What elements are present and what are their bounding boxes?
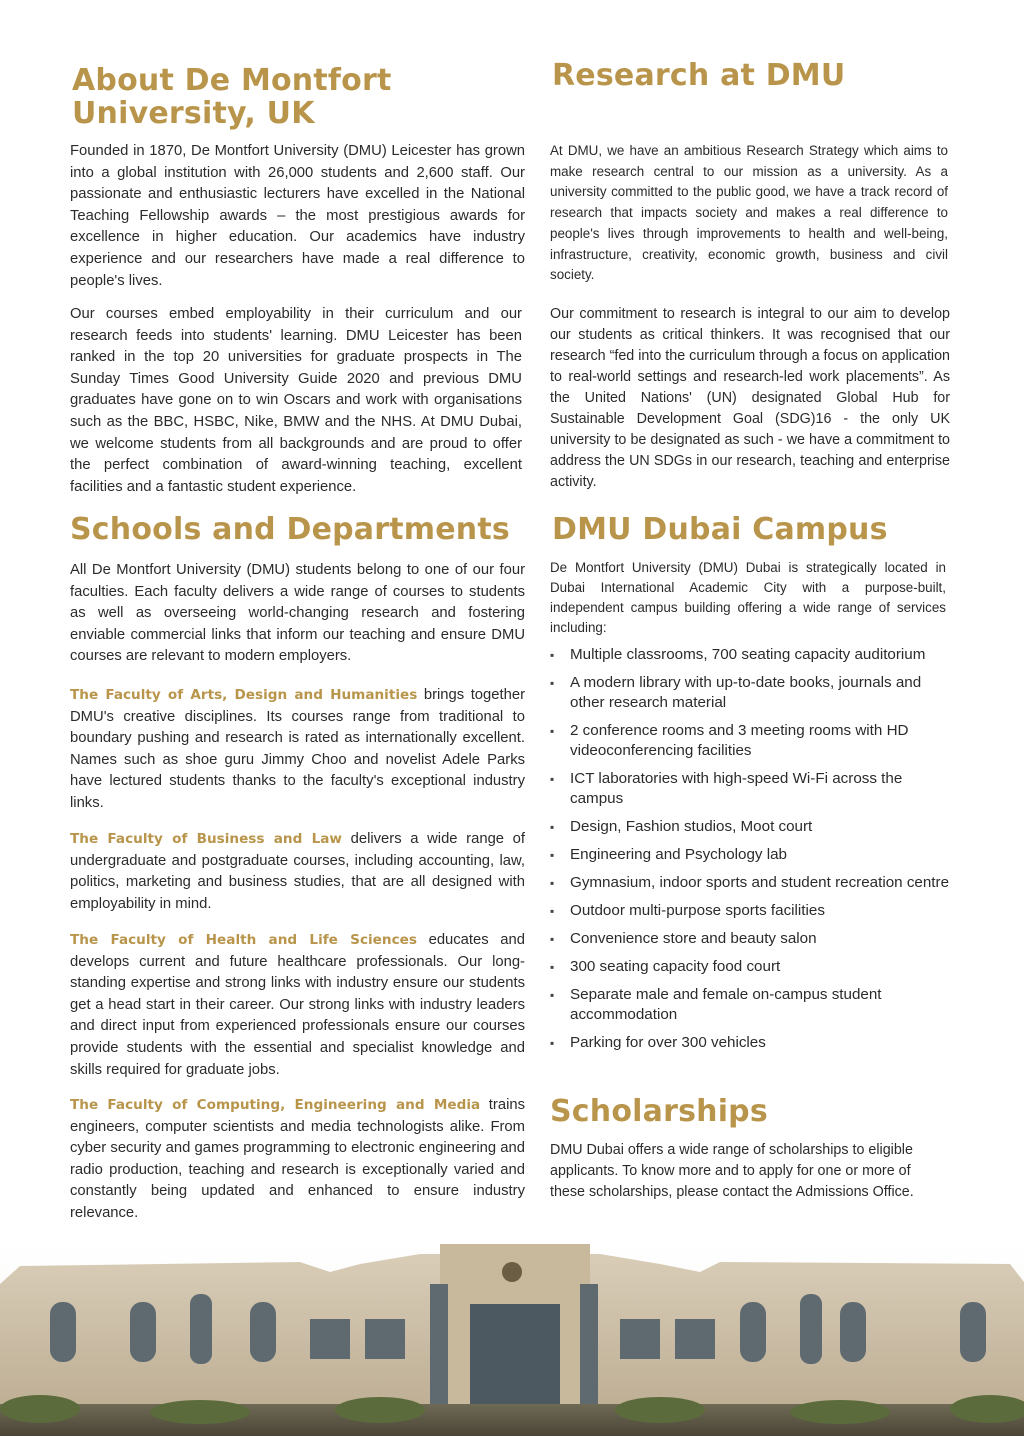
research-title: Research at DMU bbox=[552, 58, 846, 93]
faculty-health-text: educates and develops current and future healthcare professionals. Our long-standing expertise and strong links with industry ensure our students get a head start in their career. Our strong links with industry leaders and direct input from experienced professionals ensure our courses provide students with the essential and specialist knowledge and skills required for graduate jobs. bbox=[70, 932, 525, 1078]
list-item: ▪ Design, Fashion studios, Moot court bbox=[550, 817, 950, 837]
list-item: ▪ A modern library with up-to-date books, journals and other research material bbox=[550, 673, 950, 713]
list-item: ▪ Engineering and Psychology lab bbox=[550, 845, 950, 865]
campus-building-photo bbox=[0, 1244, 1024, 1436]
about-paragraph-2: Our courses embed employability in their curriculum and our research feeds into students' learning. DMU Leicester has been ranked in the top 20 universities for graduate prospects in The Sunday Times Good University Guide 2020 and previous DMU graduates have gone on to win Oscars and work with organisations such as the BBC, HSBC, Nike, BMW and the NHS. At DMU Dubai, we welcome students from all backgrounds and are proud to offer the perfect combination of award-winning teaching, excellent facilities and a fantastic student experience. bbox=[70, 306, 522, 495]
campus-intro: De Montfort University (DMU) Dubai is strategically located in Dubai International Academic City with a purpose-built, independent campus building offering a wide range of services including: bbox=[550, 560, 946, 635]
list-item: ▪ Multiple classrooms, 700 seating capacity auditorium bbox=[550, 645, 950, 665]
faculty-business bbox=[70, 829, 525, 915]
faculty-business-name: The Faculty of Business and Law bbox=[70, 831, 342, 847]
faculty-arts-text: brings together DMU's creative disciplines. Its courses range from traditional to boundary pushing and research is rated as internationally excellent. Names such as shoe guru Jimmy Choo and novelist Adele Parks have lectured students thanks to the faculty's exceptional industry links. bbox=[70, 687, 525, 811]
list-item: ▪ Separate male and female on-campus student accommodation bbox=[550, 985, 950, 1025]
list-item: ▪ Gymnasium, indoor sports and student recreation centre bbox=[550, 873, 950, 893]
list-item: ▪ Outdoor multi-purpose sports facilities bbox=[550, 901, 950, 921]
list-item: ▪ Parking for over 300 vehicles bbox=[550, 1033, 950, 1053]
research-paragraph-1: At DMU, we have an ambitious Research Strategy which aims to make research central to our mission as a university. As a university committed to the public good, we have a track record of research that impacts society and makes a real difference to people's lives through improvements to health and well-being, infrastructure, creativity, economic growth, business and civil society. bbox=[550, 143, 948, 283]
faculty-arts-name: The Faculty of Arts, Design and Humanities bbox=[70, 687, 418, 703]
scholarships-title: Scholarships bbox=[550, 1094, 768, 1129]
list-item: ▪ 300 seating capacity food court bbox=[550, 957, 950, 977]
schools-intro: All De Montfort University (DMU) students belong to one of our four faculties. Each faculty delivers a wide range of courses to students as well as overseeing world-changing research and fostering enviable commercial links that inform our teaching and ensure DMU courses are relevant to modern employers. bbox=[70, 562, 525, 665]
list-item: ▪ ICT laboratories with high-speed Wi-Fi across the campus bbox=[550, 769, 950, 809]
list-item: ▪ 2 conference rooms and 3 meeting rooms with HD videoconferencing facilities bbox=[550, 721, 950, 761]
list-item: ▪ Convenience store and beauty salon bbox=[550, 929, 950, 949]
schools-title: Schools and Departments bbox=[70, 512, 510, 547]
faculty-arts bbox=[70, 685, 525, 815]
scholarships-text: DMU Dubai offers a wide range of scholarships to eligible applicants. To know more and to apply for one or more of these scholarships, please contact the Admissions Office. bbox=[550, 1142, 914, 1200]
faculty-computing-text: trains engineers, computer scientists and media technologists alike. From cyber security and games programming to electronic engineering and radio production, teaching and research is exceptionally varied and constantly being updated and enhanced to ensure industry relevance. bbox=[70, 1097, 525, 1221]
about-title-line1: About De Montfort bbox=[72, 63, 392, 98]
faculty-computing bbox=[70, 1095, 525, 1225]
research-paragraph-2: Our commitment to research is integral to our aim to develop our students as critical thinkers. It was recognised that our research “fed into the curriculum through a focus on application to real-world settings and research-led work placements”. As the United Nations' (UN) designated Global Hub for Sustainable Development Goal (SDG)16 - the only UK university to be designated as such - we have a commitment to address the UN SDGs in our research, teaching and enterprise activity. bbox=[550, 306, 950, 490]
about-paragraph-1: Founded in 1870, De Montfort University (DMU) Leicester has grown into a global institution with 26,000 students and 2,600 staff. Our passionate and enthusiastic lecturers have excelled in the National Teaching Fellowship awards – the most prestigious awards for excellence in higher education. Our academics have industry experience and our researchers have made a real difference to people's lives. bbox=[70, 143, 525, 289]
faculty-business-text: delivers a wide range of undergraduate and postgraduate courses, including accounting, law, politics, marketing and business studies, that are all designed with employability in mind. bbox=[70, 831, 525, 912]
faculty-health-name: The Faculty of Health and Life Sciences bbox=[70, 932, 417, 948]
faculty-computing-name: The Faculty of Computing, Engineering and Media bbox=[70, 1097, 481, 1113]
faculty-health bbox=[70, 930, 525, 1081]
about-title bbox=[72, 64, 527, 130]
about-title-line2: University, UK bbox=[72, 96, 315, 131]
campus-title: DMU Dubai Campus bbox=[552, 512, 888, 547]
campus-facilities-list bbox=[550, 645, 950, 1061]
